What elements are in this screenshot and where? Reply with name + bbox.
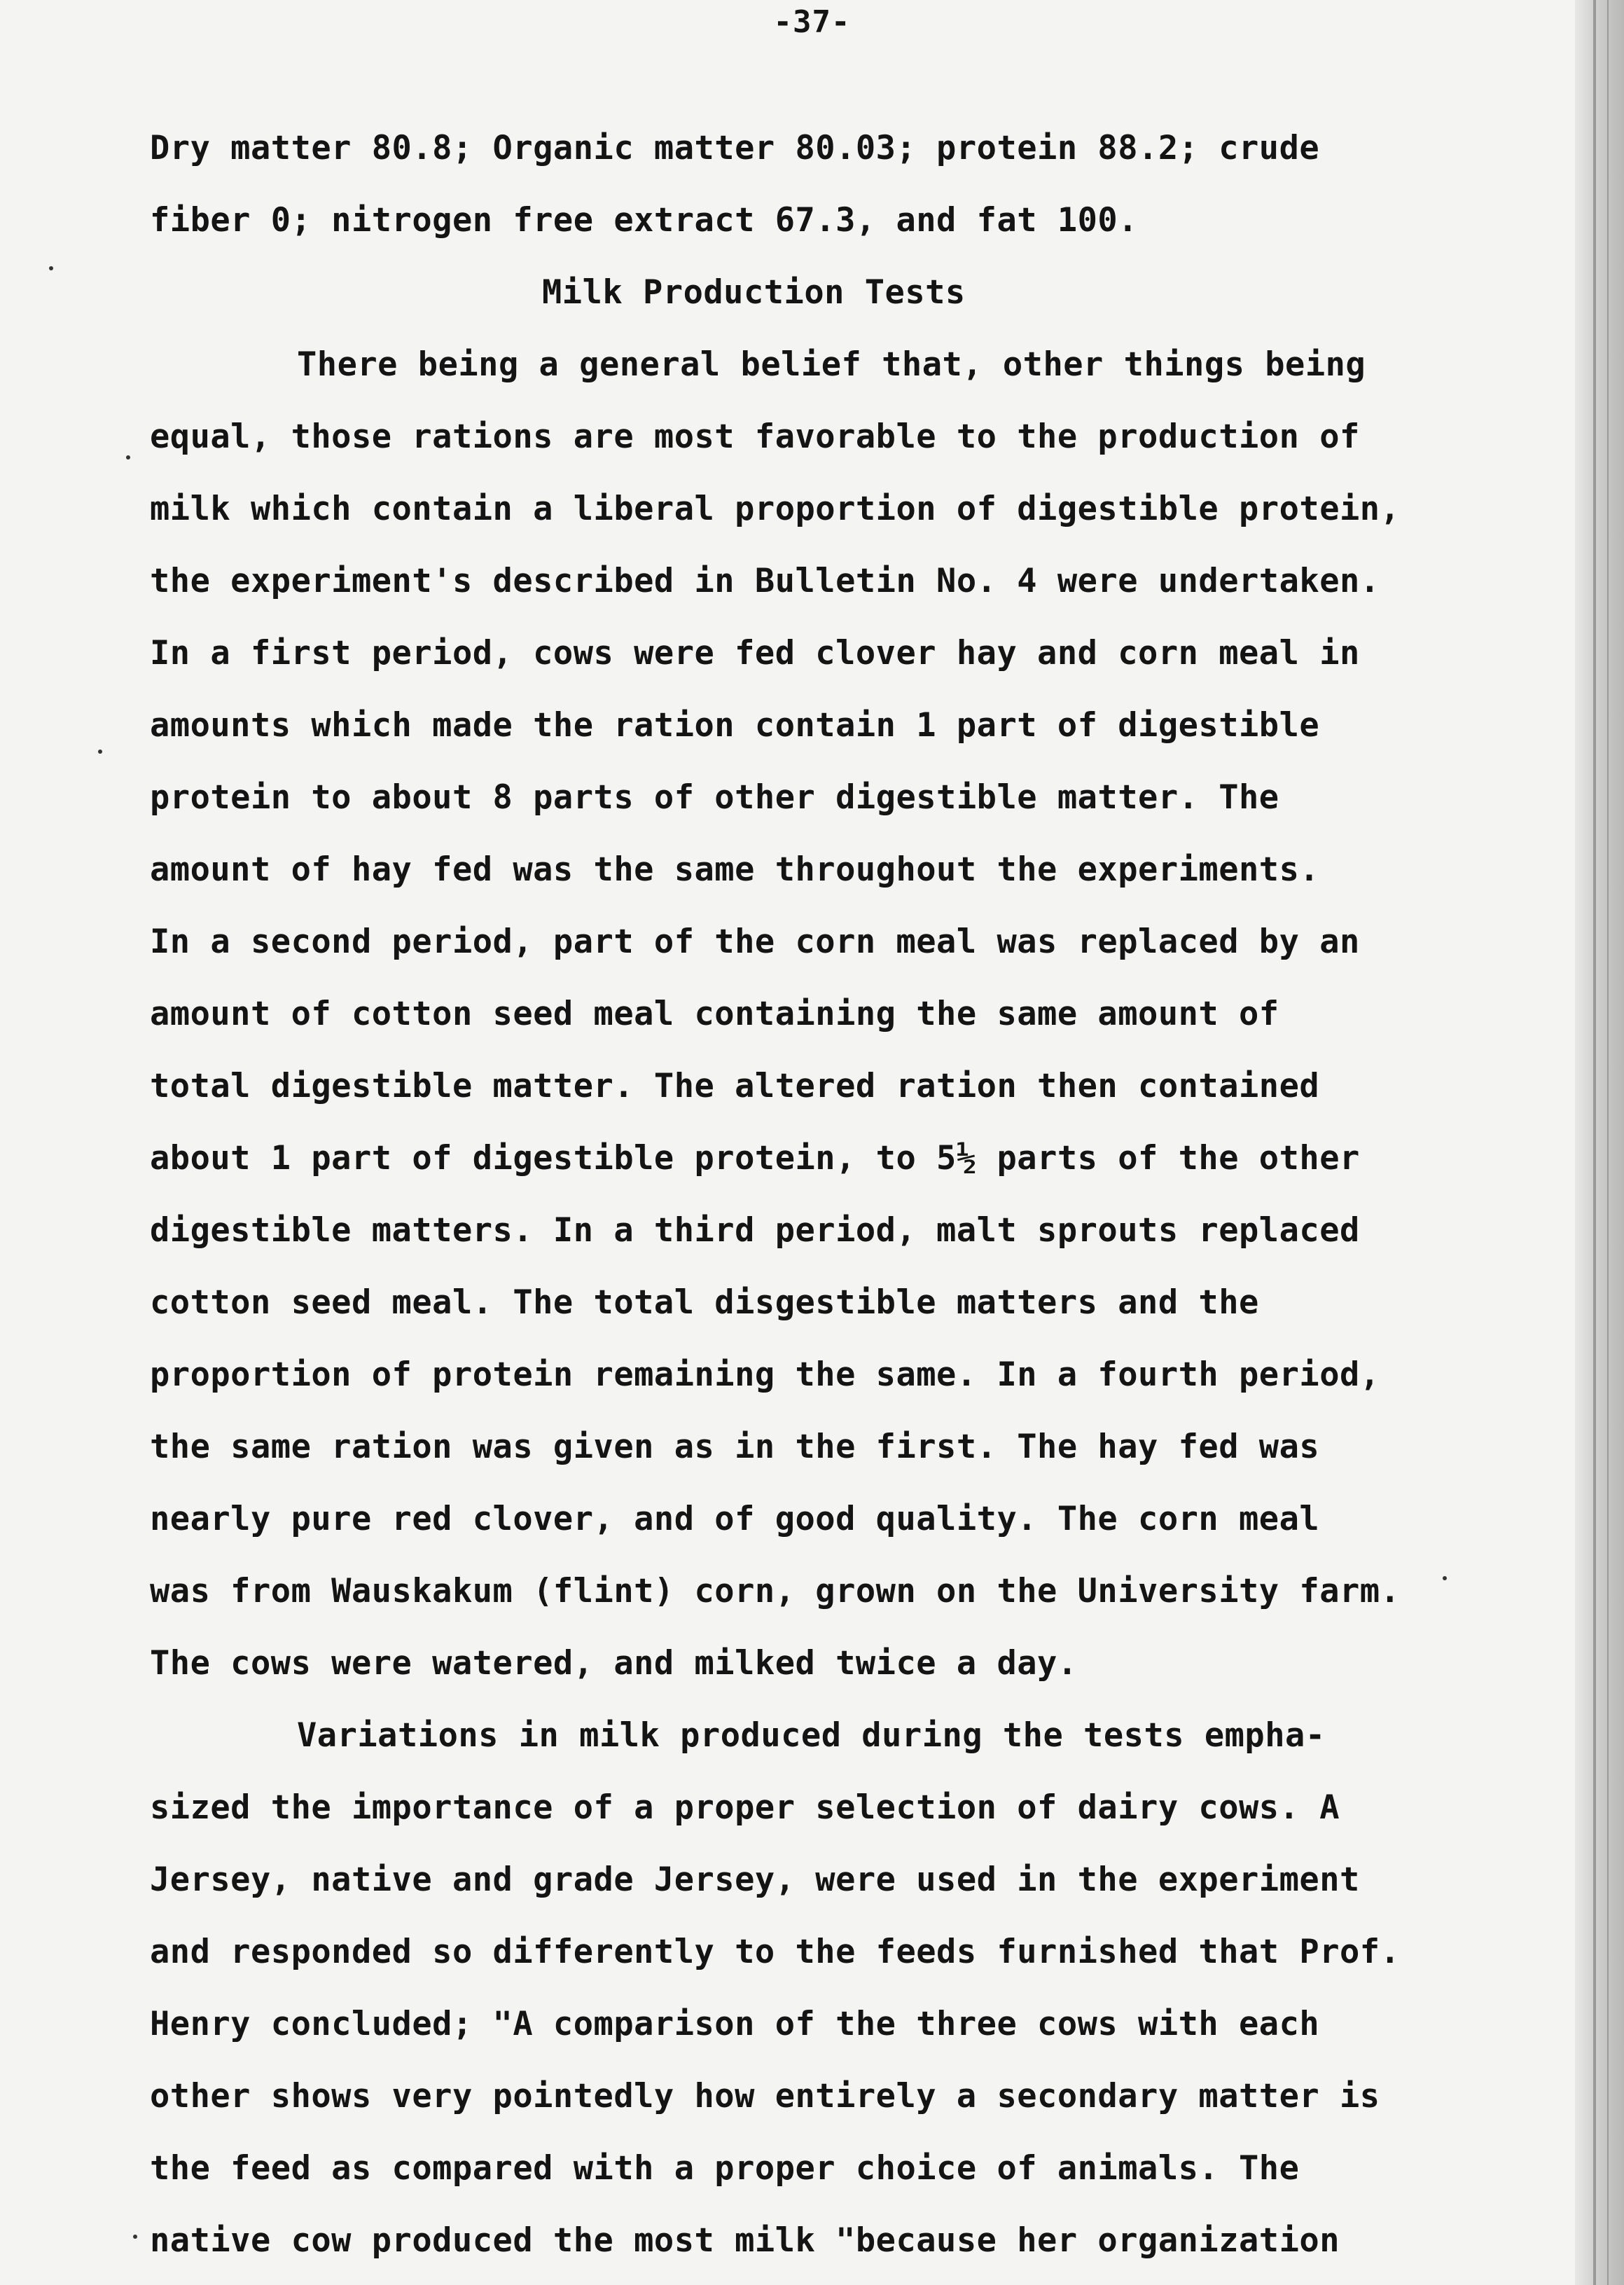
text-line: In a second period, part of the corn meal was replaced by an (150, 923, 1360, 961)
body-text (150, 112, 1480, 2277)
text-line: digestible matters. In a third period, malt sprouts replaced (150, 1211, 1360, 1250)
text-line: the experiment's described in Bulletin No. 4 were undertaken. (150, 562, 1380, 600)
text-line: amount of hay fed was the same throughout the experiments. (150, 850, 1320, 889)
text-line: Henry concluded; "A comparison of the three cows with each (150, 2005, 1320, 2043)
text-line: protein to about 8 parts of other digestible matter. The (150, 778, 1279, 817)
text-line: about 1 part of digestible protein, to 5½ parts of the other (150, 1139, 1360, 1178)
scan-speck (133, 2235, 137, 2239)
text-line: amounts which made the ration contain 1 part of digestible (150, 706, 1320, 745)
text-line: Dry matter 80.8; Organic matter 80.03; protein 88.2; crude (150, 129, 1320, 167)
text-line: There being a general belief that, other things being (297, 345, 1366, 384)
text-line: Variations in milk produced during the tests empha- (297, 1716, 1326, 1755)
scan-speck (126, 455, 130, 460)
page-number: -37- (773, 4, 851, 40)
text-line: The cows were watered, and milked twice a day. (150, 1644, 1078, 1683)
text-line: milk which contain a liberal proportion of digestible protein, (150, 490, 1401, 528)
text-line: proportion of protein remaining the same. In a fourth period, (150, 1355, 1380, 1394)
text-line: amount of cotton seed meal containing the same amount of (150, 995, 1279, 1033)
text-line: and responded so differently to the feeds furnished that Prof. (150, 1933, 1401, 1971)
text-line: equal, those rations are most favorable to the production of (150, 417, 1360, 456)
text-line: other shows very pointedly how entirely a secondary matter is (150, 2077, 1380, 2115)
text-line: was from Wauskakum (flint) corn, grown on the University farm. (150, 1572, 1401, 1610)
text-line: native cow produced the most milk "because her organization (150, 2221, 1340, 2260)
text-line: sized the importance of a proper selection of dairy cows. A (150, 1788, 1340, 1827)
scan-speck (49, 266, 53, 270)
binding-line (1593, 0, 1596, 2285)
text-line: the feed as compared with a proper choice of animals. The (150, 2149, 1300, 2188)
scan-speck (98, 750, 102, 754)
text-line: nearly pure red clover, and of good quality. The corn meal (150, 1500, 1320, 1538)
text-line: fiber 0; nitrogen free extract 67.3, and fat 100. (150, 201, 1139, 240)
text-line: cotton seed meal. The total disgestible matters and the (150, 1283, 1259, 1322)
text-line: Jersey, native and grade Jersey, were used in the experiment (150, 1861, 1360, 1899)
text-line: the same ration was given as in the first. The hay fed was (150, 1428, 1320, 1466)
binding-line (1607, 0, 1609, 2285)
text-line: In a first period, cows were fed clover hay and corn meal in (150, 634, 1360, 672)
page-binding-edge (1575, 0, 1624, 2285)
text-line: total digestible matter. The altered ration then contained (150, 1067, 1320, 1105)
section-heading: Milk Production Tests (542, 273, 966, 312)
scan-speck (1443, 1576, 1447, 1580)
